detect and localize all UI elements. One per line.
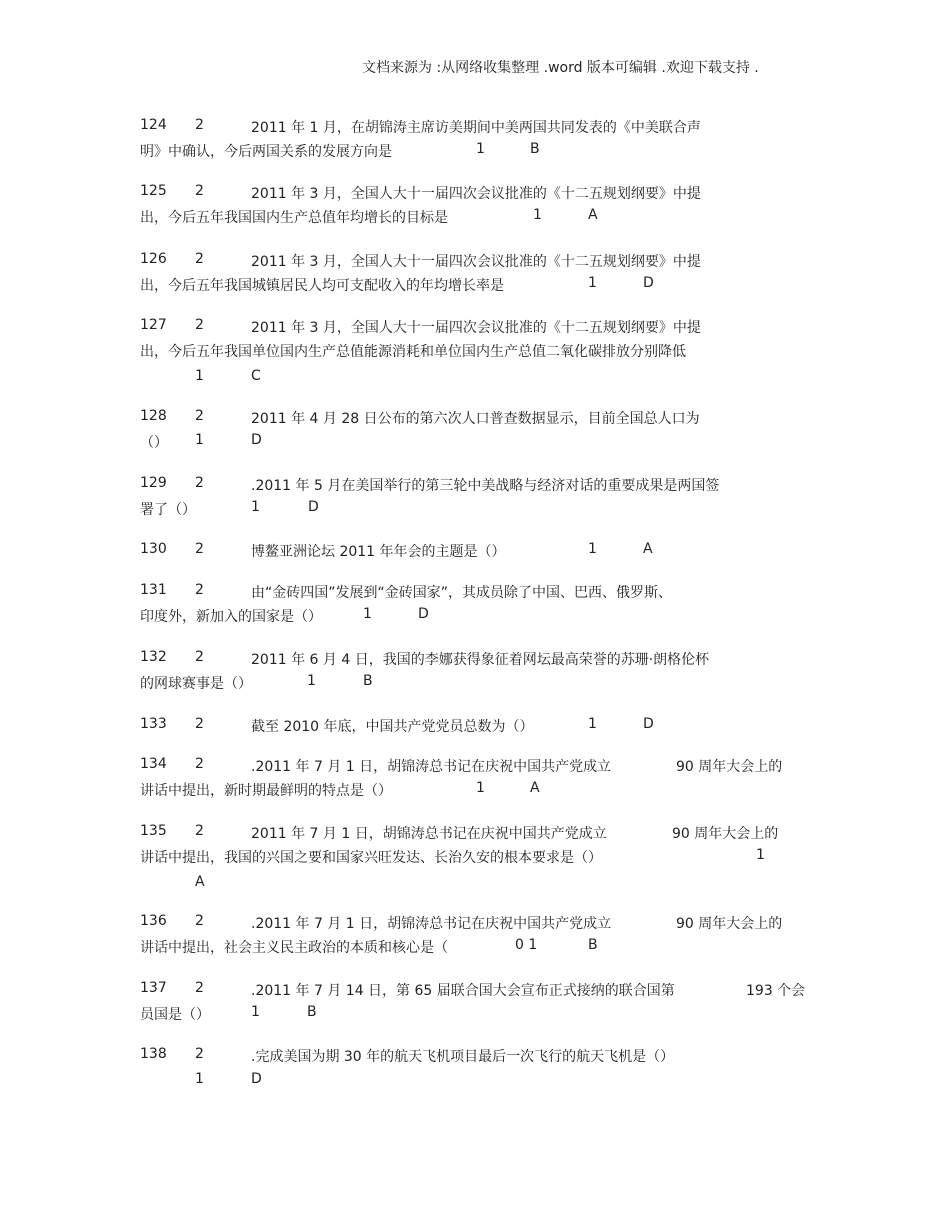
question-text-cont: 出，今后五年我国城镇居民人均可支配收入的年均增长率是 <box>140 278 504 294</box>
question-text: 2011 年 3 月，全国人大十一届四次会议批准的《十二五规划纲要》中提 <box>251 254 701 270</box>
answer: D <box>251 1071 262 1087</box>
answer: D <box>418 606 429 622</box>
question-count: 1 <box>195 1071 204 1087</box>
question-score: 2 <box>195 317 204 333</box>
question-text: 2011 年 6 月 4 日，我国的李娜获得象征着网坛最高荣誉的苏珊·朗格伦杯 <box>251 652 710 668</box>
answer: D <box>643 275 654 291</box>
question-number: 129 <box>140 475 167 491</box>
answer: B <box>588 937 598 953</box>
question-number: 125 <box>140 183 167 199</box>
answer: A <box>195 874 205 890</box>
question-text-cont: （） <box>140 435 168 451</box>
question-score: 2 <box>195 716 204 732</box>
question-text: .2011 年 7 月 1 日，胡锦涛总书记在庆祝中国共产党成立 <box>251 916 612 932</box>
question-score: 2 <box>195 408 204 424</box>
question-score: 2 <box>195 183 204 199</box>
question-text: .2011 年 7 月 1 日，胡锦涛总书记在庆祝中国共产党成立 <box>251 759 612 775</box>
question-text: 由“金砖四国”发展到“金砖国家”，其成员除了中国、巴西、俄罗斯、 <box>251 585 673 601</box>
question-count: 1 <box>756 847 765 863</box>
question-text-end: 193 个会 <box>746 983 806 999</box>
question-count: 1 <box>533 207 542 223</box>
question-score: 2 <box>195 913 204 929</box>
question-text-cont: 印度外，新加入的国家是（） <box>140 609 322 625</box>
question-count: 0 1 <box>515 937 538 953</box>
question-text: .2011 年 5 月在美国举行的第三轮中美战略与经济对话的重要成果是两国签 <box>251 478 720 494</box>
question-count: 1 <box>195 368 204 384</box>
question-text: 2011 年 3 月，全国人大十一届四次会议批准的《十二五规划纲要》中提 <box>251 320 701 336</box>
question-score: 2 <box>195 756 204 772</box>
question-score: 2 <box>195 1046 204 1062</box>
question-text: .2011 年 7 月 14 日，第 65 届联合国大会宣布正式接纳的联合国第 <box>251 983 675 999</box>
question-text: .完成美国为期 30 年的航天飞机项目最后一次飞行的航天飞机是（） <box>251 1049 675 1065</box>
question-text-cont: 讲话中提出，新时期最鲜明的特点是（） <box>140 783 392 799</box>
answer: A <box>643 541 653 557</box>
question-text: 截至 2010 年底，中国共产党党员总数为（） <box>251 719 534 735</box>
question-text-cont: 署了（） <box>140 502 196 518</box>
question-score: 2 <box>195 117 204 133</box>
question-text-cont: 出，今后五年我国单位国内生产总值能源消耗和单位国内生产总值二氧化碳排放分别降低 <box>140 344 686 360</box>
answer: B <box>530 141 540 157</box>
question-number: 133 <box>140 716 167 732</box>
answer: C <box>251 368 261 384</box>
page-header-note: 文档来源为 :从网络收集整理 .word 版本可编辑 .欢迎下载支持 . <box>362 60 759 76</box>
question-text-cont: 明》中确认，今后两国关系的发展方向是 <box>140 144 392 160</box>
question-text: 博鳌亚洲论坛 2011 年年会的主题是（） <box>251 544 506 560</box>
question-count: 1 <box>588 541 597 557</box>
question-number: 128 <box>140 408 167 424</box>
question-number: 138 <box>140 1046 167 1062</box>
question-count: 1 <box>251 499 260 515</box>
question-number: 130 <box>140 541 167 557</box>
question-score: 2 <box>195 475 204 491</box>
question-count: 1 <box>588 275 597 291</box>
question-count: 1 <box>251 1004 260 1020</box>
question-number: 131 <box>140 582 167 598</box>
question-text-end: 90 周年大会上的 <box>672 826 779 842</box>
question-score: 2 <box>195 541 204 557</box>
question-count: 1 <box>307 673 316 689</box>
question-text-end: 90 周年大会上的 <box>676 759 783 775</box>
question-text: 2011 年 3 月，全国人大十一届四次会议批准的《十二五规划纲要》中提 <box>251 186 701 202</box>
question-count: 1 <box>363 606 372 622</box>
answer: D <box>308 499 319 515</box>
question-count: 1 <box>588 716 597 732</box>
question-text-cont: 员国是（） <box>140 1007 210 1023</box>
answer: D <box>643 716 654 732</box>
question-number: 134 <box>140 756 167 772</box>
answer: A <box>588 207 598 223</box>
question-score: 2 <box>195 251 204 267</box>
question-number: 136 <box>140 913 167 929</box>
question-text: 2011 年 4 月 28 日公布的第六次人口普查数据显示，目前全国总人口为 <box>251 411 700 427</box>
question-text: 2011 年 1 月，在胡锦涛主席访美期间中美两国共同发表的《中美联合声 <box>251 120 701 136</box>
question-number: 137 <box>140 980 167 996</box>
question-text-cont: 讲话中提出，社会主义民主政治的本质和核心是（ <box>140 940 448 956</box>
question-text-cont: 出，今后五年我国国内生产总值年均增长的目标是 <box>140 210 448 226</box>
question-number: 124 <box>140 117 167 133</box>
question-score: 2 <box>195 823 204 839</box>
answer: D <box>251 432 262 448</box>
question-score: 2 <box>195 980 204 996</box>
question-count: 1 <box>476 141 485 157</box>
question-text-cont: 的网球赛事是（） <box>140 676 252 692</box>
question-count: 1 <box>476 780 485 796</box>
answer: B <box>363 673 373 689</box>
question-number: 126 <box>140 251 167 267</box>
question-score: 2 <box>195 649 204 665</box>
question-count: 1 <box>195 432 204 448</box>
answer: B <box>307 1004 317 1020</box>
question-number: 127 <box>140 317 167 333</box>
question-score: 2 <box>195 582 204 598</box>
question-number: 135 <box>140 823 167 839</box>
question-number: 132 <box>140 649 167 665</box>
answer: A <box>530 780 540 796</box>
question-text: 2011 年 7 月 1 日，胡锦涛总书记在庆祝中国共产党成立 <box>251 826 607 842</box>
question-text-cont: 讲话中提出，我国的兴国之要和国家兴旺发达、长治久安的根本要求是（） <box>140 850 602 866</box>
question-text-end: 90 周年大会上的 <box>676 916 783 932</box>
